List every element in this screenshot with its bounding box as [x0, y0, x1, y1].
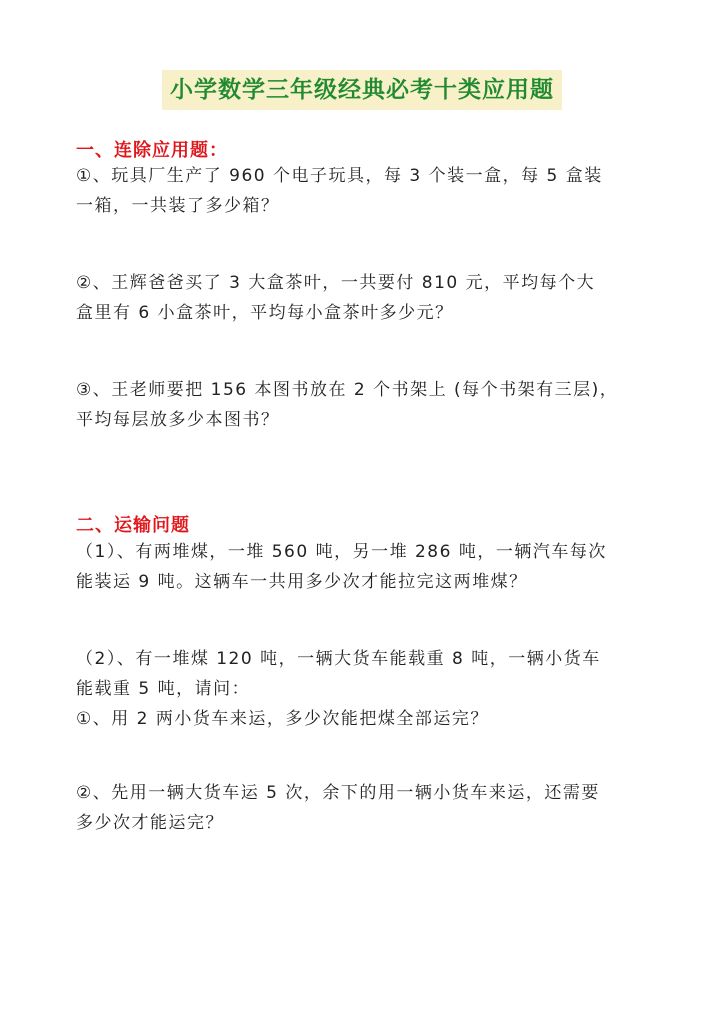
- problem-line: 能装运 9 吨。这辆车一共用多少次才能拉完这两堆煤？: [76, 572, 528, 592]
- problem-line: ①、用 2 两小货车来运，多少次能把煤全部运完？: [76, 709, 489, 729]
- problem-2-1: [76, 537, 650, 597]
- problem-line: 多少次才能运完？: [76, 813, 224, 833]
- title-wrap: [0, 70, 724, 110]
- problem-2-3: [76, 778, 650, 838]
- problem-1-3: [76, 375, 650, 435]
- problem-line: ③、王老师要把 156 本图书放在 2 个书架上 (每个书架有三层)，: [76, 380, 619, 400]
- problem-line: 盒里有 6 小盒茶叶，平均每小盒茶叶多少元？: [76, 303, 454, 323]
- problem-line: 平均每层放多少本图书？: [76, 410, 280, 430]
- section-heading-1: 一、连除应用题：: [76, 140, 228, 161]
- document-title: 小学数学三年级经典必考十类应用题: [162, 70, 562, 110]
- problem-1-2: [76, 268, 650, 328]
- section-heading-2: 二、运输问题: [76, 515, 190, 536]
- problem-line: （1）、有两堆煤，一堆 560 吨，另一堆 286 吨，一辆汽车每次: [76, 542, 607, 562]
- problem-line: 能载重 5 吨，请问：: [76, 679, 251, 699]
- problem-1-1: [76, 161, 650, 221]
- problem-line: （2）、有一堆煤 120 吨，一辆大货车能载重 8 吨，一辆小货车: [76, 649, 601, 669]
- problem-2-2: [76, 644, 650, 734]
- problem-line: ②、王辉爸爸买了 3 大盒茶叶，一共要付 810 元，平均每个大: [76, 273, 596, 293]
- problem-line: 一箱，一共装了多少箱？: [76, 196, 280, 216]
- problem-line: ②、先用一辆大货车运 5 次，余下的用一辆小货车来运，还需要: [76, 783, 600, 803]
- problem-line: ①、玩具厂生产了 960 个电子玩具，每 3 个装一盒，每 5 盒装: [76, 166, 603, 186]
